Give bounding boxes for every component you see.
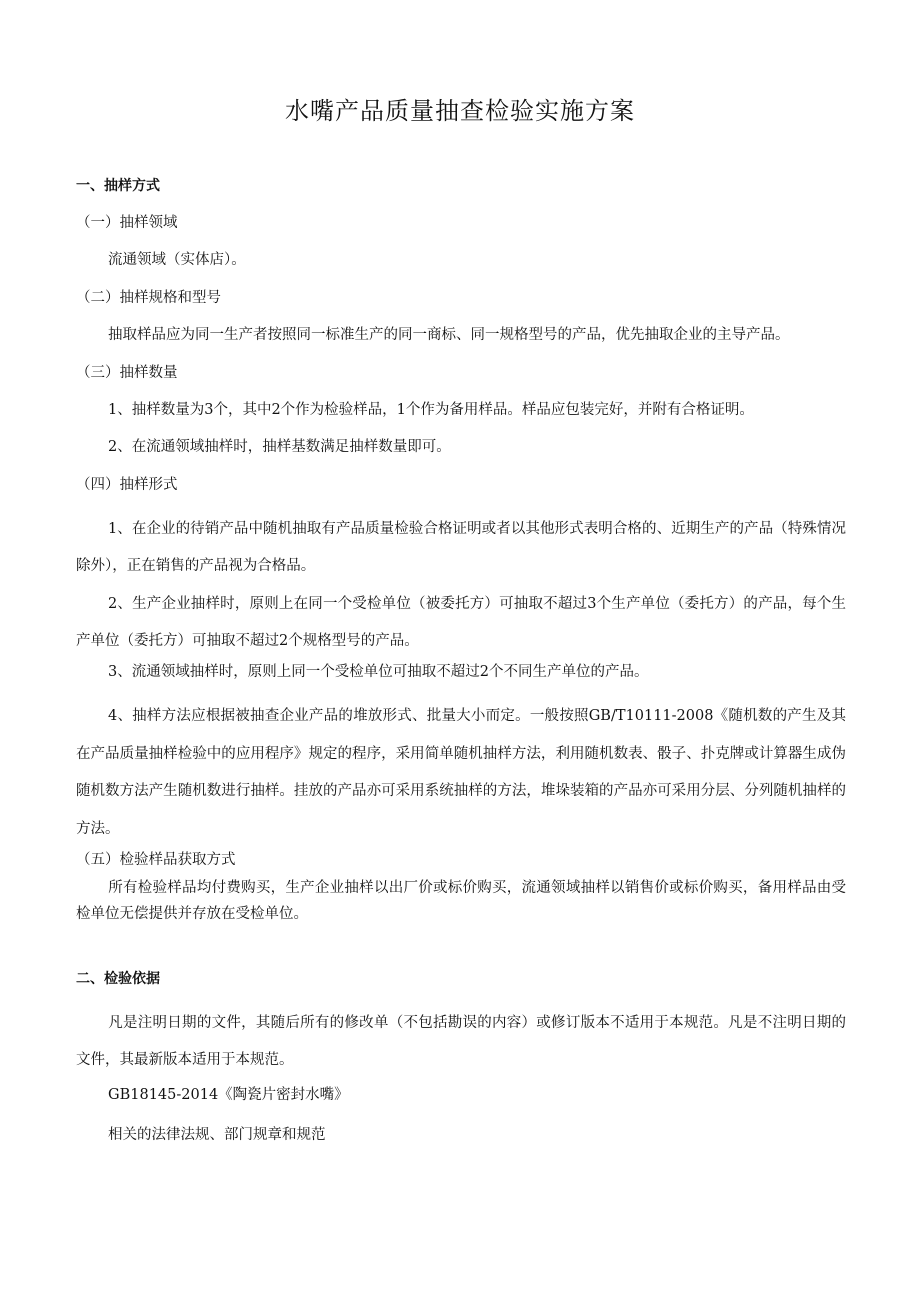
list-item-form-3: 3、流通领域抽样时，原则上同一个受检单位可抽取不超过2个不同生产单位的产品。 [108,664,649,680]
paragraph-inspection-basis-text: 凡是注明日期的文件，其随后所有的修改单（不包括勘误的内容）或修订版本不适用于本规范。凡是不注明日期的文件，其最新版本适用于本规范。 [76,1015,846,1068]
subheading-sampling-domain: （一）抽样领域 [76,215,178,231]
document-title: 水嘴产品质量抽查检验实施方案 [285,97,635,125]
subheading-sample-acquisition: （五）检验样品获取方式 [76,852,236,868]
list-item-quantity-1: 1、抽样数量为3个，其中2个作为检验样品，1个作为备用样品。样品应包装完好，并附有合格证明。 [108,402,754,418]
list-item-form-4 [76,698,846,848]
section-heading-sampling-method: 一、抽样方式 [76,178,160,194]
regulations-reference: 相关的法律法规、部门规章和规范 [108,1127,326,1143]
list-item-form-2 [76,586,846,660]
standard-reference: GB18145-2014《陶瓷片密封水嘴》 [108,1087,349,1103]
paragraph-sample-acquisition-text: 所有检验样品均付费购买，生产企业抽样以出厂价或标价购买，流通领域抽样以销售价或标价购买，备用样品由受检单位无偿提供并存放在受检单位。 [76,880,846,922]
paragraph-sampling-domain: 流通领域（实体店）。 [108,252,246,268]
paragraph-sampling-spec: 抽取样品应为同一生产者按照同一标准生产的同一商标、同一规格型号的产品，优先抽取企业的主导产品。 [108,327,790,343]
paragraph-inspection-basis [76,1005,846,1079]
subheading-sampling-quantity: （三）抽样数量 [76,365,178,381]
subheading-sampling-form: （四）抽样形式 [76,477,178,493]
list-item-form-2-text: 2、生产企业抽样时，原则上在同一个受检单位（被委托方）可抽取不超过3个生产单位（委托方）的产品，每个生产单位（委托方）可抽取不超过2个规格型号的产品。 [76,596,846,649]
list-item-form-1 [76,511,846,585]
list-item-quantity-2: 2、在流通领域抽样时，抽样基数满足抽样数量即可。 [108,439,451,455]
subheading-sampling-spec: （二）抽样规格和型号 [76,290,221,306]
paragraph-sample-acquisition [76,875,846,927]
list-item-form-1-text: 1、在企业的待销产品中随机抽取有产品质量检验合格证明或者以其他形式表明合格的、近期生产的产品（特殊情况除外），正在销售的产品视为合格品。 [76,521,846,574]
section-heading-inspection-basis: 二、检验依据 [76,971,160,987]
list-item-form-4-text: 4、抽样方法应根据被抽查企业产品的堆放形式、批量大小而定。一般按照GB/T10111-2008《随机数的产生及其在产品质量抽样检验中的应用程序》规定的程序，采用简单随机抽样方法，利用随机数表、骰子、扑克牌或计算器生成伪随机数方法产生随机数进行抽样。挂放的产品亦可采用系统抽样的方法，堆垛装箱的产品亦可采用分层、分列随机抽样的方法。 [76,708,846,837]
